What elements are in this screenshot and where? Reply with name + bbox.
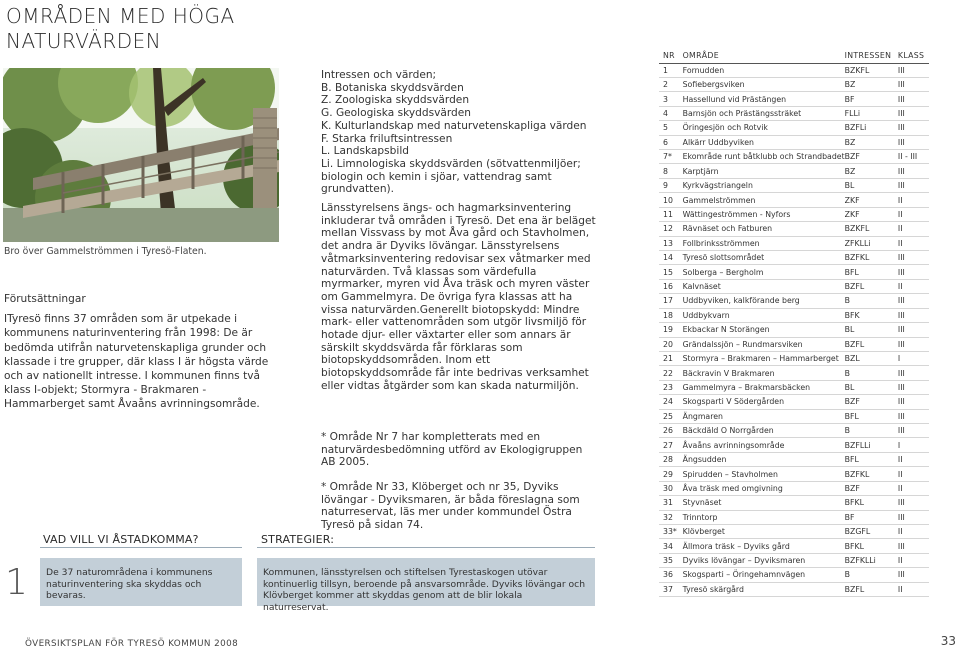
cell-class: III (898, 164, 929, 178)
cell-class: III (898, 106, 929, 120)
wetland-paragraph: Länsstyrelsens ängs- och hagmarksinventering inkluderar två områden i Tyresö. Det ena är beläget mellan Vissvass by mot Åva gård och Stavholmen, det andra är Dyviks lövängar. Länsstyrelsens våtmarksinventering redovisar sex våtmarker med naturvärden. Två klassas som värdefulla myrmarker, myren vid Åva träsk och myren väster om Gammelmyra. De övriga fyra klassas att ha vissa naturvärden.Generellt biotopskydd: Mindre mark- eller vattenområden som utgör livsmiljö för hotade djur- eller växtarter eller som annars är särskilt skyddsvärda får förklaras som biotopskyddsområden. Inom ett biotopskyddsområde får inte bedrivas verksamhet eller vidtas åtgärder som kan skada naturmiljön. (321, 202, 596, 392)
cell-class: II (898, 222, 929, 236)
prerequisites-heading: Förutsättningar (4, 293, 86, 305)
cell-area: Hassellund vid Prästängen (683, 92, 845, 106)
cell-nr: 31 (659, 496, 683, 510)
cell-nr: 34 (659, 539, 683, 553)
cell-class: III (898, 323, 929, 337)
cell-area: Gammelmyra – Brakmarsbäcken (683, 380, 845, 394)
table-row (659, 323, 929, 337)
cell-nr: 15 (659, 265, 683, 279)
cell-nr: 5 (659, 121, 683, 135)
table-row (659, 539, 929, 553)
cell-class: III (898, 308, 929, 322)
footer-title: ÖVERSIKTSPLAN FÖR TYRESÖ KOMMUN 2008 (25, 639, 239, 649)
cell-nr: 18 (659, 308, 683, 322)
cell-area: Bäckdäld O Norrgården (683, 424, 845, 438)
cell-interests: BZFL (845, 279, 898, 293)
cell-nr: 16 (659, 279, 683, 293)
cell-class: III (898, 395, 929, 409)
cell-class: III (898, 77, 929, 91)
cell-class: III (898, 250, 929, 264)
table-row (659, 222, 929, 236)
cell-nr: 26 (659, 424, 683, 438)
table-row (659, 63, 929, 77)
cell-nr: 20 (659, 337, 683, 351)
cell-area: Skogsparti – Öringehamnvägen (683, 568, 845, 582)
cell-area: Kyrkvägstriangeln (683, 178, 845, 192)
cell-class: II (898, 207, 929, 221)
table-row (659, 553, 929, 567)
cell-nr: 12 (659, 222, 683, 236)
cell-class: III (898, 178, 929, 192)
cell-nr: 29 (659, 467, 683, 481)
cell-interests: BZKFL (845, 63, 898, 77)
prerequisites-paragraph: ITyresö finns 37 områden som är utpekade i kommunens naturinventering från 1998: De är bedömda utifrån naturvetenskapliga grunder och klassade i tre grupper, där klass I är högsta värde och av nationellt intresse. I kommunen finns två klass I-objekt; Stormyra - Brakmaren -Hammarberget samt Åvaåns avrinningsområde. (4, 313, 269, 411)
cell-nr: 1 (659, 63, 683, 77)
cell-interests: BF (845, 92, 898, 106)
cell-interests: BFL (845, 452, 898, 466)
cell-interests: BZF (845, 481, 898, 495)
cell-interests: BL (845, 380, 898, 394)
goal-heading: VAD VILL VI ÅSTADKOMMA? (40, 528, 242, 548)
strategy-heading: STRATEGIER: (257, 528, 595, 548)
cell-area: Barnsjön och Prästängssträket (683, 106, 845, 120)
cell-class: III (898, 135, 929, 149)
bridge-photo (3, 68, 279, 242)
cell-nr: 17 (659, 294, 683, 308)
cell-class: II - III (898, 150, 929, 164)
interest-legend-line: Intressen och värden; (321, 69, 437, 81)
cell-area: Ekområde runt båtklubb och Strandbadet (683, 150, 845, 164)
cell-nr: 4 (659, 106, 683, 120)
cell-interests: BZFL (845, 582, 898, 596)
table-row (659, 409, 929, 423)
cell-nr: 33* (659, 525, 683, 539)
table-row (659, 337, 929, 351)
table-row (659, 380, 929, 394)
cell-nr: 30 (659, 481, 683, 495)
cell-interests: BF (845, 510, 898, 524)
cell-area: Åvaåns avrinningsområde (683, 438, 845, 452)
table-row (659, 164, 929, 178)
cell-nr: 3 (659, 92, 683, 106)
cell-interests: BZFKL (845, 250, 898, 264)
interest-legend-line: K. Kulturlandskap med naturvetenskapliga värden (321, 119, 587, 132)
cell-nr: 2 (659, 77, 683, 91)
cell-interests: BZ (845, 135, 898, 149)
header-class: KLASS (898, 49, 929, 63)
cell-interests: BZFKL (845, 467, 898, 481)
cell-nr: 23 (659, 380, 683, 394)
footnote-area-33-35: * Område Nr 33, Klöberget och nr 35, Dyviks lövängar - Dyviksmaren, är båda föreslagna som naturreservat, läs mer under kommundel Östra Tyresö på sidan 74. (321, 481, 580, 532)
cell-interests: FLLi (845, 106, 898, 120)
cell-nr: 11 (659, 207, 683, 221)
table-row (659, 510, 929, 524)
table-row (659, 77, 929, 91)
cell-area: Follbrinksströmmen (683, 236, 845, 250)
table-row (659, 438, 929, 452)
cell-nr: 8 (659, 164, 683, 178)
cell-nr: 28 (659, 452, 683, 466)
interest-legend-line: L. Landskapsbild (321, 145, 410, 158)
prerequisites-section (4, 292, 280, 412)
cell-class: II (898, 525, 929, 539)
table-row (659, 467, 929, 481)
goal-text: De 37 naturområdena i kommunens naturinventering ska skyddas och bevaras. (40, 558, 242, 606)
cell-class: III (898, 366, 929, 380)
cell-interests: BFKL (845, 539, 898, 553)
cell-nr: 14 (659, 250, 683, 264)
cell-interests: BZFLLi (845, 438, 898, 452)
table-row (659, 279, 929, 293)
cell-nr: 10 (659, 193, 683, 207)
cell-nr: 6 (659, 135, 683, 149)
cell-nr: 37 (659, 582, 683, 596)
page-number: 33 (940, 634, 956, 648)
cell-area: Öringesjön och Rotvik (683, 121, 845, 135)
cell-area: Styvnäset (683, 496, 845, 510)
cell-nr: 22 (659, 366, 683, 380)
table-row (659, 308, 929, 322)
cell-area: Alkärr Uddbyviken (683, 135, 845, 149)
cell-class: III (898, 294, 929, 308)
cell-interests: BL (845, 323, 898, 337)
cell-class: II (898, 481, 929, 495)
cell-class: III (898, 496, 929, 510)
cell-area: Skogsparti V Södergården (683, 395, 845, 409)
table-row (659, 178, 929, 192)
cell-class: III (898, 568, 929, 582)
page-title-line-1: OMRÅDEN MED HÖGA (6, 4, 235, 28)
table-row (659, 424, 929, 438)
page-title-line-2: NATURVÄRDEN (6, 29, 162, 53)
cell-interests: BFKL (845, 496, 898, 510)
cell-nr: 24 (659, 395, 683, 409)
table-row (659, 207, 929, 221)
table-row (659, 121, 929, 135)
table-row (659, 106, 929, 120)
cell-interests: BZFL (845, 337, 898, 351)
cell-class: III (898, 63, 929, 77)
cell-area: Rävnäset och Fatburen (683, 222, 845, 236)
cell-class: III (898, 265, 929, 279)
interest-legend (321, 69, 589, 196)
cell-nr: 13 (659, 236, 683, 250)
cell-area: Solberga – Bergholm (683, 265, 845, 279)
cell-class: III (898, 337, 929, 351)
cell-interests: BFL (845, 409, 898, 423)
table-row (659, 265, 929, 279)
cell-area: Kalvnäset (683, 279, 845, 293)
table-row (659, 525, 929, 539)
cell-interests: ZFKLLi (845, 236, 898, 250)
cell-interests: B (845, 568, 898, 582)
cell-interests: BZL (845, 351, 898, 365)
cell-area: Grändalssjön – Rundmarsviken (683, 337, 845, 351)
cell-interests: BFK (845, 308, 898, 322)
cell-class: III (898, 539, 929, 553)
cell-nr: 32 (659, 510, 683, 524)
cell-nr: 27 (659, 438, 683, 452)
cell-class: II (898, 279, 929, 293)
header-nr: NR (659, 49, 683, 63)
footnote-area-7: * Område Nr 7 har kompletterats med en naturvärdesbedömning utförd av Ekologigruppen AB 2005. (321, 431, 583, 469)
cell-interests: BZF (845, 150, 898, 164)
header-interests: INTRESSEN (845, 49, 898, 63)
cell-area: Klövberget (683, 525, 845, 539)
cell-interests: BZFLi (845, 121, 898, 135)
cell-class: I (898, 351, 929, 365)
cell-area: Wättingeströmmen - Nyfors (683, 207, 845, 221)
cell-area: Tyresö skärgård (683, 582, 845, 596)
strategy-text: Kommunen, länsstyrelsen och stiftelsen Tyrestaskogen utövar kontinuerlig tillsyn, beroende på ansvarsområde. Dyviks lövängar och Klövberget kommer att skyddas genom att de blir lokala naturreservat. (257, 558, 595, 606)
cell-class: III (898, 409, 929, 423)
table-row (659, 496, 929, 510)
table-row (659, 568, 929, 582)
cell-interests: B (845, 366, 898, 380)
cell-interests: B (845, 294, 898, 308)
cell-class: II (898, 467, 929, 481)
goal-number: 1 (5, 562, 28, 603)
cell-area: Ällmora träsk – Dyviks gård (683, 539, 845, 553)
page-title (6, 4, 246, 54)
cell-nr: 21 (659, 351, 683, 365)
cell-nr: 35 (659, 553, 683, 567)
cell-area: Uddbyviken, kalkförande berg (683, 294, 845, 308)
photo-caption: Bro över Gammelströmmen i Tyresö-Flaten. (4, 246, 207, 257)
cell-class: I (898, 438, 929, 452)
table-row (659, 452, 929, 466)
table-row (659, 150, 929, 164)
cell-interests: BZKFL (845, 222, 898, 236)
cell-area: Uddbykvarn (683, 308, 845, 322)
cell-class: III (898, 380, 929, 394)
interest-legend-line: B. Botaniska skyddsvärden (321, 81, 464, 94)
header-area: OMRÅDE (683, 49, 845, 63)
cell-interests: ZKF (845, 193, 898, 207)
table-row (659, 351, 929, 365)
cell-area: Gammelströmmen (683, 193, 845, 207)
table-row (659, 366, 929, 380)
cell-area: Trinntorp (683, 510, 845, 524)
cell-interests: B (845, 424, 898, 438)
cell-nr: 36 (659, 568, 683, 582)
table-header-row (659, 49, 929, 63)
table-row (659, 582, 929, 596)
cell-area: Åva träsk med omgivning (683, 481, 845, 495)
table-row (659, 236, 929, 250)
cell-interests: BZ (845, 77, 898, 91)
cell-nr: 25 (659, 409, 683, 423)
cell-area: Ängsudden (683, 452, 845, 466)
table-row (659, 193, 929, 207)
cell-class: II (898, 193, 929, 207)
cell-area: Fornudden (683, 63, 845, 77)
cell-interests: BZFKLLi (845, 553, 898, 567)
nature-areas-table (659, 49, 929, 597)
cell-nr: 19 (659, 323, 683, 337)
table-row (659, 250, 929, 264)
cell-area: Spirudden – Stavholmen (683, 467, 845, 481)
cell-class: II (898, 236, 929, 250)
cell-class: II (898, 553, 929, 567)
cell-area: Dyviks lövängar – Dyviksmaren (683, 553, 845, 567)
cell-class: III (898, 92, 929, 106)
cell-interests: BZF (845, 395, 898, 409)
table-row (659, 135, 929, 149)
interest-legend-line: Z. Zoologiska skyddsvärden (321, 94, 470, 107)
cell-class: III (898, 424, 929, 438)
cell-interests: BFL (845, 265, 898, 279)
cell-class: III (898, 510, 929, 524)
cell-interests: ZKF (845, 207, 898, 221)
interest-legend-line: G. Geologiska skyddsvärden (321, 107, 471, 120)
interest-legend-line: Li. Limnologiska skyddsvärden (sötvattenmiljöer; biologin och kemin i sjöar, vattendrag samt grundvatten). (321, 157, 581, 196)
table-row (659, 294, 929, 308)
table-row (659, 395, 929, 409)
cell-nr: 9 (659, 178, 683, 192)
interest-legend-line: F. Starka friluftsintressen (321, 132, 453, 145)
table-row (659, 481, 929, 495)
cell-interests: BZ (845, 164, 898, 178)
cell-area: Tyresö slottsområdet (683, 250, 845, 264)
cell-interests: BL (845, 178, 898, 192)
cell-class: III (898, 121, 929, 135)
cell-area: Ekbackar N Storängen (683, 323, 845, 337)
cell-area: Sofiebergsviken (683, 77, 845, 91)
cell-area: Stormyra – Brakmaren – Hammarberget (683, 351, 845, 365)
cell-class: II (898, 452, 929, 466)
cell-class: II (898, 582, 929, 596)
cell-area: Ängmaren (683, 409, 845, 423)
cell-nr: 7* (659, 150, 683, 164)
cell-area: Karptjärn (683, 164, 845, 178)
cell-interests: BZGFL (845, 525, 898, 539)
table-row (659, 92, 929, 106)
cell-area: Bäckravin V Brakmaren (683, 366, 845, 380)
